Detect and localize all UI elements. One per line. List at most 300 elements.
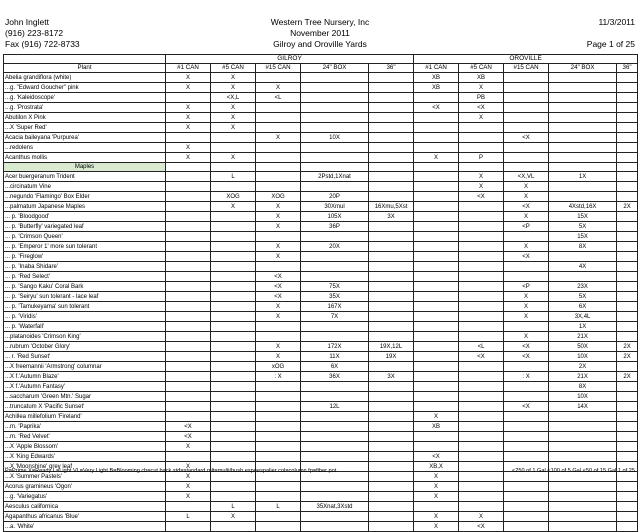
plant-name: Acacia baileyana 'Purpurea': [4, 133, 166, 143]
stock-cell: [414, 362, 459, 372]
stock-cell: [459, 133, 504, 143]
stock-cell: [256, 332, 301, 342]
table-row: [4, 432, 638, 442]
stock-cell: [369, 133, 414, 143]
stock-cell: [166, 392, 211, 402]
stock-cell: [301, 153, 369, 163]
stock-cell: [211, 302, 256, 312]
stock-cell: X: [166, 123, 211, 133]
stock-cell: X: [211, 202, 256, 212]
stock-cell: 105X: [301, 212, 369, 222]
stock-cell: [166, 312, 211, 322]
stock-cell: X: [211, 73, 256, 83]
stock-cell: [617, 272, 638, 282]
stock-cell: [256, 392, 301, 402]
stock-cell: X: [504, 332, 549, 342]
stock-cell: XB,X: [414, 462, 459, 472]
plant-name: Agapanthus africanus 'Blue': [4, 512, 166, 522]
column-header: #5 CAN: [211, 64, 256, 73]
inventory-table: [3, 54, 638, 532]
stock-cell: [211, 322, 256, 332]
stock-cell: X: [414, 522, 459, 532]
stock-cell: <P: [504, 222, 549, 232]
stock-cell: 2Pstd,1Xnat: [301, 172, 369, 182]
stock-cell: [504, 103, 549, 113]
stock-cell: [504, 382, 549, 392]
stock-cell: X: [459, 83, 504, 93]
stock-cell: [301, 73, 369, 83]
stock-cell: 167X: [301, 302, 369, 312]
stock-cell: X: [256, 83, 301, 93]
stock-cell: [549, 452, 617, 462]
stock-cell: [369, 402, 414, 412]
stock-cell: XOG: [256, 192, 301, 202]
stock-cell: [301, 252, 369, 262]
stock-cell: [617, 222, 638, 232]
stock-cell: [459, 432, 504, 442]
stock-cell: [166, 402, 211, 412]
stock-cell: [459, 442, 504, 452]
stock-cell: 16Xmu,5Xst: [369, 202, 414, 212]
stock-cell: [504, 123, 549, 133]
table-row: [4, 352, 638, 362]
stock-cell: [211, 242, 256, 252]
stock-cell: [414, 502, 459, 512]
stock-cell: [414, 232, 459, 242]
stock-cell: [369, 292, 414, 302]
stock-cell: [617, 83, 638, 93]
stock-cell: [617, 412, 638, 422]
stock-cell: [504, 442, 549, 452]
plant-name: Abelia grandiflora (white): [4, 73, 166, 83]
stock-cell: X: [459, 512, 504, 522]
stock-cell: [414, 242, 459, 252]
stock-cell: [301, 322, 369, 332]
stock-cell: [301, 123, 369, 133]
plant-name: ... p. 'Emperor 1' more sun tolerant: [4, 242, 166, 252]
table-row: [4, 512, 638, 522]
stock-cell: X: [256, 342, 301, 352]
stock-cell: XOG: [211, 192, 256, 202]
stock-cell: [256, 182, 301, 192]
stock-cell: [256, 143, 301, 153]
table-row: [4, 133, 638, 143]
stock-cell: [369, 123, 414, 133]
stock-cell: [414, 272, 459, 282]
stock-cell: [459, 372, 504, 382]
stock-cell: [211, 402, 256, 412]
stock-cell: X: [166, 113, 211, 123]
table-row: [4, 252, 638, 262]
stock-cell: [459, 462, 504, 472]
stock-cell: [369, 512, 414, 522]
stock-cell: [369, 232, 414, 242]
stock-cell: X: [256, 133, 301, 143]
stock-cell: [211, 372, 256, 382]
stock-cell: [459, 212, 504, 222]
stock-cell: [617, 262, 638, 272]
stock-cell: [617, 252, 638, 262]
stock-cell: <X,VL: [504, 172, 549, 182]
stock-cell: L: [166, 512, 211, 522]
stock-cell: [369, 262, 414, 272]
table-row: [4, 312, 638, 322]
stock-cell: [369, 422, 414, 432]
location-header-row: [4, 55, 638, 64]
stock-cell: <X: [459, 192, 504, 202]
stock-cell: [459, 262, 504, 272]
stock-cell: <X: [414, 103, 459, 113]
stock-cell: <X: [504, 402, 549, 412]
table-row: [4, 452, 638, 462]
stock-cell: 2X: [549, 362, 617, 372]
stock-cell: X: [504, 192, 549, 202]
stock-cell: [504, 522, 549, 532]
plant-name: Achillea millefolium 'Fireland': [4, 412, 166, 422]
stock-cell: [256, 113, 301, 123]
stock-cell: [369, 302, 414, 312]
stock-cell: [617, 522, 638, 532]
table-row: [4, 402, 638, 412]
stock-cell: [504, 412, 549, 422]
stock-cell: xOG: [256, 362, 301, 372]
table-row: [4, 123, 638, 133]
category-label: Maples: [4, 163, 166, 172]
stock-cell: <X: [459, 352, 504, 362]
stock-cell: [369, 412, 414, 422]
stock-cell: [617, 382, 638, 392]
stock-cell: [549, 272, 617, 282]
stock-cell: [459, 202, 504, 212]
stock-cell: [301, 492, 369, 502]
stock-cell: X: [166, 482, 211, 492]
stock-cell: [256, 172, 301, 182]
stock-cell: [549, 422, 617, 432]
stock-cell: [256, 123, 301, 133]
plant-name: ... r. 'Red Sunset': [4, 352, 166, 362]
stock-cell: [301, 272, 369, 282]
stock-cell: [211, 342, 256, 352]
plant-name: ...X f.'Autumn Fantasy': [4, 382, 166, 392]
stock-cell: [369, 432, 414, 442]
stock-cell: [211, 212, 256, 222]
plant-name: ...circinatum Vine: [4, 182, 166, 192]
report-date: 11/3/2011: [598, 17, 635, 27]
stock-cell: X: [504, 302, 549, 312]
stock-cell: [414, 172, 459, 182]
stock-cell: <X: [256, 282, 301, 292]
stock-cell: [301, 232, 369, 242]
stock-cell: [166, 382, 211, 392]
stock-cell: [617, 452, 638, 462]
stock-cell: [301, 93, 369, 103]
table-row: [4, 113, 638, 123]
stock-cell: [256, 482, 301, 492]
stock-cell: [211, 222, 256, 232]
stock-cell: [617, 432, 638, 442]
stock-cell: X: [166, 442, 211, 452]
stock-cell: [166, 272, 211, 282]
plant-name: ...X 'Apple Blossom': [4, 442, 166, 452]
stock-cell: [459, 502, 504, 512]
table-row: [4, 192, 638, 202]
stock-cell: [504, 262, 549, 272]
plant-name: ...m. 'Red Velvet': [4, 432, 166, 442]
stock-cell: [459, 272, 504, 282]
stock-cell: [256, 522, 301, 532]
stock-cell: [414, 382, 459, 392]
stock-cell: <X: [166, 432, 211, 442]
stock-cell: X: [459, 172, 504, 182]
stock-cell: [414, 93, 459, 103]
stock-cell: [459, 472, 504, 482]
plant-name: ... p. 'Viridis': [4, 312, 166, 322]
table-row: [4, 482, 638, 492]
stock-cell: [211, 422, 256, 432]
table-row: [4, 442, 638, 452]
stock-cell: 6X: [549, 302, 617, 312]
stock-cell: [504, 512, 549, 522]
stock-cell: X: [256, 202, 301, 212]
column-header: #15 CAN: [504, 64, 549, 73]
report-month: November 2011: [290, 28, 350, 38]
stock-cell: [211, 232, 256, 242]
stock-cell: L: [211, 502, 256, 512]
stock-cell: 8X: [549, 242, 617, 252]
stock-cell: 1X: [549, 322, 617, 332]
contact-name: John Inglett: [5, 17, 49, 27]
stock-cell: X: [166, 492, 211, 502]
stock-cell: 21X: [549, 332, 617, 342]
stock-cell: [166, 342, 211, 352]
stock-cell: 21X: [549, 372, 617, 382]
stock-cell: [211, 412, 256, 422]
stock-cell: X: [166, 103, 211, 113]
stock-cell: [301, 182, 369, 192]
column-header: 24" BOX: [549, 64, 617, 73]
table-row: [4, 372, 638, 382]
stock-cell: [166, 133, 211, 143]
table-row: [4, 262, 638, 272]
stock-cell: <X: [504, 252, 549, 262]
stock-cell: X: [211, 153, 256, 163]
stock-cell: <X: [504, 202, 549, 212]
stock-cell: X: [504, 212, 549, 222]
table-row: [4, 172, 638, 182]
stock-cell: [459, 163, 504, 172]
stock-cell: 75X: [301, 282, 369, 292]
stock-cell: X: [414, 492, 459, 502]
stock-cell: [617, 172, 638, 182]
stock-cell: <X: [256, 272, 301, 282]
stock-cell: XB: [414, 422, 459, 432]
stock-cell: X: [504, 242, 549, 252]
stock-cell: 15X: [549, 232, 617, 242]
stock-cell: [459, 412, 504, 422]
stock-cell: [211, 262, 256, 272]
stock-cell: XB: [414, 73, 459, 83]
stock-cell: 6X: [301, 362, 369, 372]
stock-cell: 14X: [549, 402, 617, 412]
stock-cell: [414, 192, 459, 202]
plant-name: ...X 'Super Red': [4, 123, 166, 133]
stock-cell: 1X: [549, 172, 617, 182]
stock-cell: X: [256, 252, 301, 262]
column-header: Plant: [4, 64, 166, 73]
stock-cell: [617, 332, 638, 342]
stock-cell: [166, 522, 211, 532]
stock-cell: [617, 442, 638, 452]
table-row: [4, 182, 638, 192]
stock-cell: [301, 522, 369, 532]
stock-cell: [617, 482, 638, 492]
stock-cell: [617, 143, 638, 153]
stock-cell: L: [256, 502, 301, 512]
stock-cell: [301, 382, 369, 392]
plant-name: ...platanoides 'Crimson King': [4, 332, 166, 342]
column-header: 36": [369, 64, 414, 73]
column-header: 36": [617, 64, 638, 73]
stock-cell: [617, 212, 638, 222]
stock-cell: [166, 172, 211, 182]
stock-cell: [414, 312, 459, 322]
table-row: [4, 502, 638, 512]
stock-cell: [414, 113, 459, 123]
plant-name: ...redolens: [4, 143, 166, 153]
stock-cell: 10X: [549, 392, 617, 402]
table-row: [4, 73, 638, 83]
stock-cell: X: [211, 113, 256, 123]
stock-cell: [617, 242, 638, 252]
stock-cell: [459, 402, 504, 412]
plant-name: ...m. 'Paprika': [4, 422, 166, 432]
stock-cell: 2X: [617, 202, 638, 212]
table-row: [4, 492, 638, 502]
stock-cell: [211, 312, 256, 322]
stock-cell: [414, 212, 459, 222]
stock-cell: X: [166, 83, 211, 93]
stock-cell: [414, 222, 459, 232]
stock-cell: [301, 262, 369, 272]
contact-fax: Fax (916) 722-8733: [5, 39, 80, 49]
stock-cell: [414, 143, 459, 153]
plant-name: ...g. 'Prostrata': [4, 103, 166, 113]
stock-cell: [459, 492, 504, 502]
stock-cell: [504, 492, 549, 502]
plant-name: ... p. 'Fireglow': [4, 252, 166, 262]
stock-cell: [256, 103, 301, 113]
stock-cell: [617, 422, 638, 432]
table-row: [4, 362, 638, 372]
plant-name: ... p. 'Waterfall': [4, 322, 166, 332]
stock-cell: 36P: [301, 222, 369, 232]
stock-cell: 3X: [369, 372, 414, 382]
stock-cell: [369, 522, 414, 532]
stock-cell: [369, 93, 414, 103]
stock-cell: [301, 422, 369, 432]
stock-cell: [549, 113, 617, 123]
table-row: [4, 83, 638, 93]
stock-cell: [211, 182, 256, 192]
stock-cell: [211, 272, 256, 282]
stock-cell: [211, 352, 256, 362]
stock-cell: 50X: [549, 342, 617, 352]
stock-cell: X: [256, 352, 301, 362]
stock-cell: [414, 282, 459, 292]
stock-cell: [617, 192, 638, 202]
stock-cell: 35X: [301, 292, 369, 302]
stock-cell: [301, 482, 369, 492]
stock-cell: [414, 292, 459, 302]
stock-cell: [301, 103, 369, 113]
stock-cell: [166, 163, 211, 172]
stock-cell: [211, 432, 256, 442]
stock-cell: [549, 492, 617, 502]
table-row: [4, 153, 638, 163]
stock-cell: [504, 272, 549, 282]
stock-cell: <X: [459, 103, 504, 113]
stock-cell: [459, 382, 504, 392]
table-row: [4, 322, 638, 332]
stock-cell: <X,L: [211, 93, 256, 103]
stock-cell: [211, 362, 256, 372]
stock-cell: PB: [459, 93, 504, 103]
stock-cell: [459, 292, 504, 302]
stock-cell: [414, 182, 459, 192]
stock-cell: X: [166, 143, 211, 153]
plant-name: ...saccharum 'Green Mtn.' Sugar: [4, 392, 166, 402]
stock-cell: [211, 492, 256, 502]
stock-cell: [166, 302, 211, 312]
stock-cell: 10X: [301, 133, 369, 143]
stock-cell: [166, 202, 211, 212]
plant-name: ... p. 'Seiryu' sun tolerant - lace leaf: [4, 292, 166, 302]
stock-cell: [549, 153, 617, 163]
stock-cell: [617, 133, 638, 143]
stock-cell: [504, 452, 549, 462]
stock-cell: [617, 232, 638, 242]
stock-cell: [256, 492, 301, 502]
plant-name: Abutilon X Pink: [4, 113, 166, 123]
stock-cell: [617, 292, 638, 302]
gilroy-group-header: GILROY: [166, 55, 414, 64]
stock-cell: 3X,4L: [549, 312, 617, 322]
stock-cell: XB: [459, 73, 504, 83]
stock-cell: [166, 372, 211, 382]
stock-cell: [549, 522, 617, 532]
plant-name: ... p. 'Butterfly' variegated leaf: [4, 222, 166, 232]
table-row: [4, 232, 638, 242]
quantity-footer: <250 of 1 Gal <100 of 5 Gal <50 of 15 Gal 1 of 25: [512, 468, 635, 474]
column-header: #1 CAN: [166, 64, 211, 73]
stock-cell: [459, 452, 504, 462]
stock-cell: X: [256, 302, 301, 312]
stock-cell: [211, 522, 256, 532]
stock-cell: [617, 123, 638, 133]
stock-cell: [301, 392, 369, 402]
stock-cell: <X: [459, 522, 504, 532]
stock-cell: [617, 392, 638, 402]
stock-cell: [414, 372, 459, 382]
stock-cell: [166, 212, 211, 222]
stock-cell: [504, 432, 549, 442]
stock-cell: [369, 153, 414, 163]
stock-cell: [166, 332, 211, 342]
stock-cell: [211, 452, 256, 462]
plant-name: ... p. 'Tamukeyama' sun tolerant: [4, 302, 166, 312]
stock-cell: [549, 143, 617, 153]
stock-cell: [211, 482, 256, 492]
